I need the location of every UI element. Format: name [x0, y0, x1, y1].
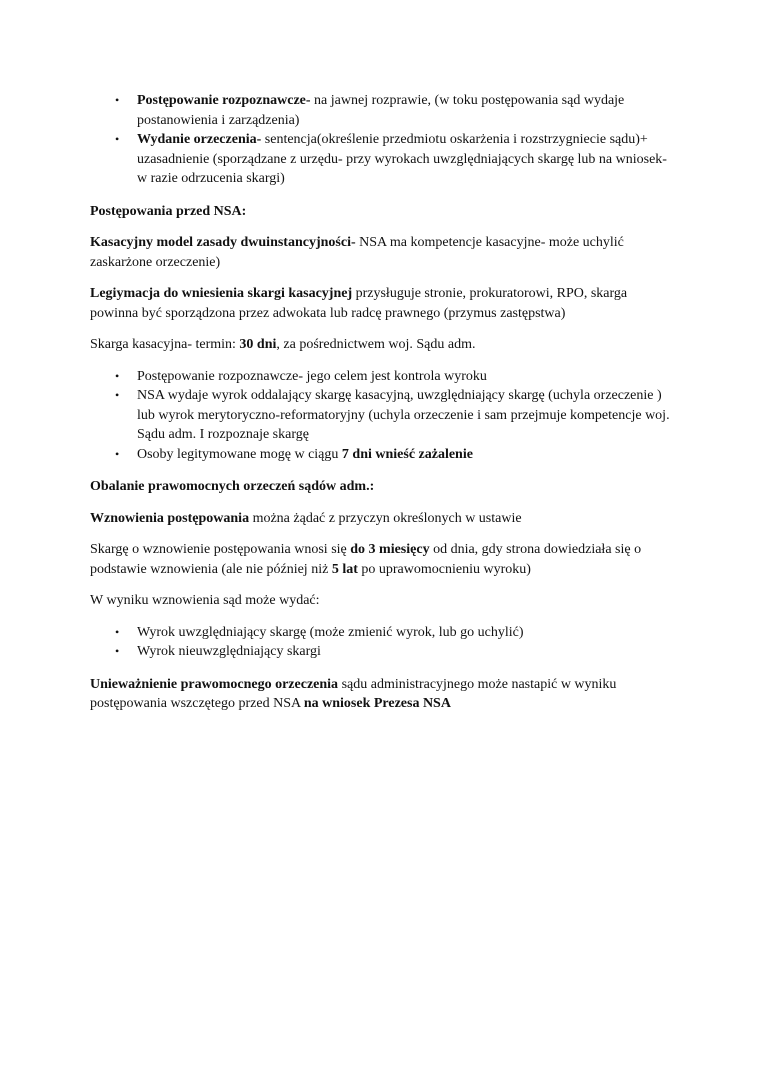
bullet-icon: • [115, 644, 120, 658]
paragraph-kasacyjny: Kasacyjny model zasady dwuinstancyjności- NSA ma kompetencje kasacyjne- może uchylić zaskarżone orzeczenie) [90, 235, 624, 270]
list-item [90, 623, 675, 643]
top-bullet-list [90, 91, 675, 189]
paragraph-skarga-kasacyjna: Skarga kasacyjna- termin: 30 dni, za pośrednictwem woj. Sądu adm. [90, 337, 476, 352]
list-item [90, 386, 675, 445]
list-item-text: Postępowanie rozpoznawcze- jego celem jest kontrola wyroku [137, 368, 487, 384]
bullet-icon: • [115, 368, 120, 383]
list-item-text: Wyrok nieuwzględniający skargi [137, 644, 321, 659]
paragraph-skarge-o-wznowienie: Skargę o wznowienie postępowania wnosi się do 3 miesięcy od dnia, gdy strona dowiedziała się o podstawie wznowienia (ale nie później niż 5 lat po uprawomocnieniu wyroku) [90, 542, 642, 577]
paragraph-legitymacja: Legiymacja do wniesienia skargi kasacyjnej przysługuje stronie, prokuratorowi, RPO, skarga powinna być sporządzona przez adwokata lub radcę prawnego (przymus zastępstwa) [90, 286, 628, 321]
paragraph-uniewaznienie: Unieważnienie prawomocnego orzeczenia sądu administracyjnego może nastapić w wyniku postępowania wszczętego przed NSA na wniosek Prezesa NSA [90, 676, 617, 711]
list-item [90, 130, 675, 189]
paragraph-wznowienia: Wznowienia postępowania można żądać z przyczyn określonych w ustawie [90, 510, 522, 526]
section-heading-obalanie: Obalanie prawomocnych orzeczeń sądów adm.: [90, 479, 375, 494]
list-item-bold: 7 dni wnieść zażalenie [341, 446, 473, 462]
list-item-bold: Postępowanie rozpoznawcze- [137, 93, 311, 108]
bullet-icon: • [115, 388, 120, 402]
section-heading-nsa: Postępowania przed NSA: [90, 203, 247, 219]
bullet-icon: • [115, 624, 120, 639]
list-item-text: NSA wydaje wyrok oddalający skargę kasacyjną, uwzględniający skargę (uchyla orzeczenie ) lub wyrok merytoryczno-reformatoryjny (uchyla orzeczenie i sam przejmuje kompetencje woj. Sądu adm. I rozpoznaje skargę [137, 388, 670, 442]
list-item-text: Osoby legitymowane mogę w ciągu [137, 446, 342, 462]
paragraph-w-wyniku: W wyniku wznowienia sąd może wydać: [90, 593, 320, 608]
bottom-bullet-list [90, 623, 675, 662]
list-item-text: na jawnej rozprawie, (w toku postępowania sąd wydaje postanowienia i zarządzenia) [137, 93, 625, 128]
bullet-icon: • [115, 132, 120, 146]
list-item-text: sentencja(określenie przedmiotu oskarżenia i rozstrzygniecie sądu)+ uzasadnienie (sporządzane z urzędu- przy wyrokach uwzględniających skargę lub na wniosek- w razie odrzucenia skargi) [137, 132, 667, 186]
bullet-icon: • [115, 446, 120, 461]
list-item-text: Wyrok uwzględniający skargę (może zmienić wyrok, lub go uchylić) [137, 624, 524, 640]
document-page [90, 91, 675, 714]
middle-bullet-list [90, 367, 675, 465]
bullet-icon: • [115, 93, 120, 107]
list-item [90, 642, 675, 662]
list-item-bold: Wydanie orzeczenia- [137, 132, 262, 147]
list-item [90, 367, 675, 387]
list-item [90, 91, 675, 130]
list-item [90, 445, 675, 465]
